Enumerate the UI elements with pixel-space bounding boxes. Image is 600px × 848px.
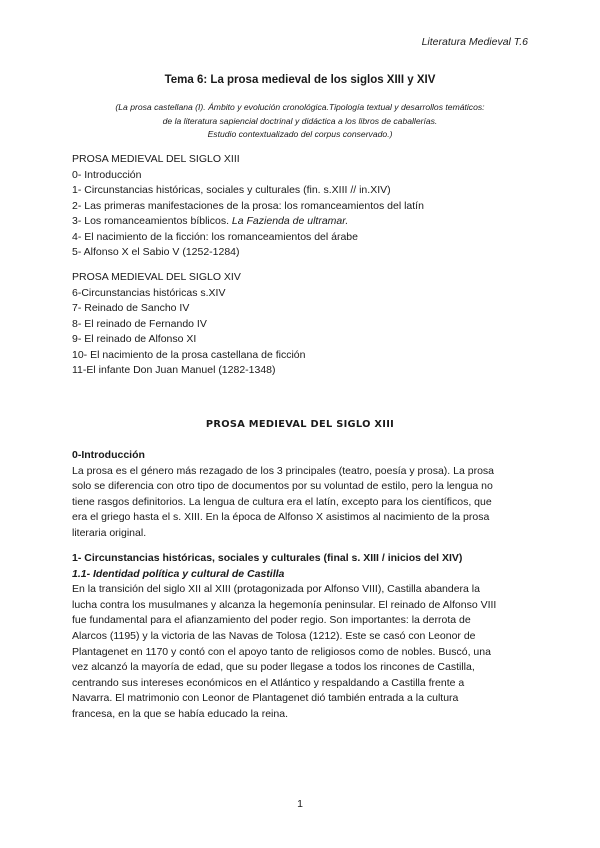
paragraph-line: era el griego hasta el s. XIII. En la época de Alfonso X asistimos al nacimiento de la prosa	[72, 511, 490, 524]
subtitle-line: de la literatura sapiencial doctrinal y didáctica a los libros de caballerías.	[162, 115, 438, 126]
subtitle-line: (La prosa castellana (I). Ámbito y evolución cronológica.Tipología textual y desarrollos temáticos:	[115, 102, 485, 112]
paragraph-line: vez alcanzó la mayoría de edad, que su poder llegase a todos los rincones de Castilla,	[72, 661, 475, 674]
toc-section-xiv	[72, 270, 542, 379]
toc-item: 9- El reinado de Alfonso XI	[72, 333, 197, 345]
page-number: 1	[297, 798, 303, 810]
paragraph-line: lucha contra los musulmanes y alcanza la hegemonía peninsular. El reinado de Alfonso VIII	[72, 598, 497, 611]
toc-item: 4- El nacimiento de la ficción: los romanceamientos del árabe	[72, 230, 358, 243]
toc-item: 7- Reinado de Sancho IV	[72, 302, 190, 314]
paragraph-line: literaria original.	[72, 526, 147, 539]
section-title: PROSA MEDIEVAL DEL SIGLO XIII	[205, 419, 395, 430]
intro-heading: 0-Introducción	[72, 449, 145, 461]
toc-item: 2- Las primeras manifestaciones de la prosa: los romanceamientos del latín	[72, 199, 424, 212]
running-header: Literatura Medieval T.6	[421, 36, 528, 48]
toc-item: 10- El nacimiento de la prosa castellana de ficción	[72, 348, 306, 361]
subtitle-line: Estudio contextualizado del corpus conservado.)	[207, 129, 393, 140]
intro-section	[72, 448, 532, 542]
toc-heading: PROSA MEDIEVAL DEL SIGLO XIV	[72, 271, 241, 283]
paragraph-line: Plantagenet en 1170 y contó con el apoyo tanto de religiosos como de nobles. Buscó, una	[72, 645, 491, 658]
toc-item-italic: La Fazienda de ultramar.	[231, 215, 349, 227]
toc-heading: PROSA MEDIEVAL DEL SIGLO XIII	[72, 153, 240, 165]
toc-item: 6-Circunstancias históricas s.XIV	[72, 286, 226, 299]
paragraph-line: En la transición del siglo XII al XIII (protagonizada por Alfonso VIII), Castilla abandera la	[72, 583, 480, 596]
paragraph-line: La prosa es el género más rezagado de los 3 principales (teatro, poesía y prosa). La prosa	[72, 464, 494, 477]
page-title: Tema 6: La prosa medieval de los siglos XIII y XIV	[164, 74, 436, 86]
paragraph-line: francesa, en la que se había educado la reina.	[72, 707, 288, 720]
paragraph-line: Alarcos (1195) y la victoria de las Navas de Tolosa (1212). Este se casó con Leonor de	[72, 629, 476, 642]
toc-item: 11-El infante Don Juan Manuel (1282-1348)	[72, 364, 276, 376]
circumstances-subheading: 1.1- Identidad política y cultural de Castilla	[72, 567, 285, 580]
toc-item: 8- El reinado de Fernando IV	[72, 317, 207, 330]
toc-item-text: 3- Los romanceamientos bíblicos.	[72, 215, 232, 227]
subtitle	[60, 101, 540, 142]
circumstances-heading: 1- Circunstancias históricas, sociales y culturales (final s. XIII / inicios del XIV)	[72, 552, 463, 564]
toc-item: 0- Introducción	[72, 168, 142, 181]
paragraph-line: centrando sus intereses económicos en el Atlántico y respaldando a Castilla frente a	[72, 676, 465, 689]
paragraph-line: solo se diferencia con otro tipo de documentos por su voluntad de estilo, pero la lengua no	[72, 480, 493, 493]
toc-item: 1- Circunstancias históricas, sociales y culturales (fin. s.XIII // in.XIV)	[72, 184, 391, 196]
paragraph-line: Navarra. El matrimonio con Leonor de Plantagenet dió también entrada a la cultura	[72, 692, 459, 705]
paragraph-line: fue fundamental para el afianzamiento del poder regio. Son importantes: la derrota de	[72, 614, 471, 627]
toc-item: 5- Alfonso X el Sabio V (1252-1284)	[72, 246, 240, 258]
circumstances-section	[72, 551, 532, 723]
toc-section-xiii	[72, 152, 542, 261]
toc-item	[72, 214, 542, 230]
paragraph-line: tiene rasgos definitorios. La lengua de cultura era el latín, excepto para los científicos, que	[72, 495, 492, 508]
